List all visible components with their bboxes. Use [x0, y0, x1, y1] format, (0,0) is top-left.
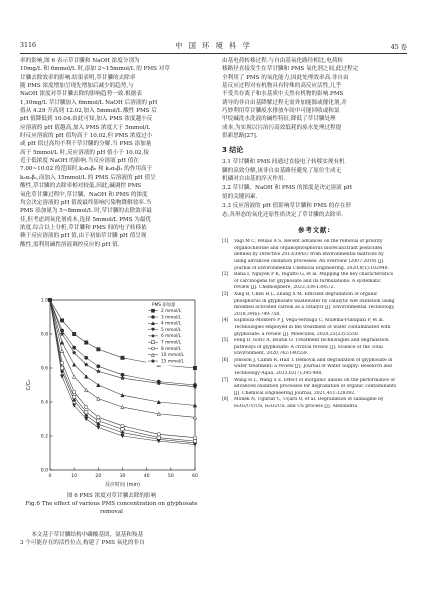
text-line: 移路径直接发生在草甘膦和 PMS 氧化剂之间,此过程完	[222, 66, 359, 73]
page-header	[20, 40, 407, 54]
references-heading: 参考文献:	[298, 226, 331, 234]
data-point	[72, 363, 75, 366]
data-point	[72, 390, 75, 393]
reference-number: [2]	[222, 272, 229, 278]
text-line: 近于低浓度 NaOH 的影响.当反应溶液 pH 值在	[20, 158, 139, 165]
reference-text: H₂O₂/UV/US, H₂O₂/US, and US process [J]. Alexandria	[234, 404, 358, 410]
data-point	[85, 341, 88, 344]
reference-text: Xing B, Chen H L, Zhang X M. Efficient degradation of organic	[234, 291, 378, 297]
figure-6	[20, 292, 203, 522]
data-point	[151, 315, 154, 318]
reference-text: Journal of Environmental Chemical Engineering, 2020,8(1):102940.	[234, 265, 389, 271]
reference-text: Vagi M C, Petsas A S. Recent advances on the removal of priority	[234, 239, 383, 245]
text-line: NaOH 浓度对草甘膦去除的影响趋势一致.根据表	[20, 91, 142, 98]
x-axis-label: 反应时间 (min)	[105, 482, 140, 488]
text-line: 值从 4.29 升高到 12.02,加入 5mmol/L 酸性 PMS 后	[20, 108, 157, 115]
data-point	[96, 369, 100, 373]
data-point	[97, 419, 100, 422]
right-body-text	[222, 57, 407, 140]
text-line: 巧妙利用草甘膦废水排放车间中可能回收或和氯	[222, 108, 340, 115]
data-point	[85, 356, 88, 359]
page-number: 3116	[20, 42, 37, 49]
conclusion-line: 态,各形态的氧化还原性质决定了草甘膦的去除率.	[222, 211, 344, 218]
text-line: 供新思路[27].	[222, 133, 258, 140]
legend-entry: 6 mmol/L	[161, 334, 182, 340]
text-line: 氧化草甘膦过程中,草甘膦、NaOH 和 PMS 的浓度	[20, 191, 148, 198]
x-tick-label: 0	[48, 474, 52, 479]
text-line: 浓度.综合以上分析,草甘膦和 PMS 间的电子转移依	[20, 224, 147, 231]
data-point	[193, 436, 196, 439]
conclusion-item	[222, 158, 407, 183]
text-line: 佳,但考虑到氧化剂成本,选择 5mmol/L PMS 为最优	[20, 216, 152, 223]
data-point	[85, 405, 88, 408]
reference-text: modified activated carbon as a catalyst [J]. Environmental Technology,	[234, 305, 395, 311]
reference-text: glyphosate: a review [J]. Molecules, 2020,25(23):5550.	[234, 331, 360, 337]
legend-entry: 15 mmol/L	[161, 359, 184, 365]
text-line: 10mg/L 和 6mmol/L 时,添加 2~15mmol/L 的 PMS 对草	[20, 66, 170, 73]
data-point	[60, 341, 63, 344]
reference-item	[222, 318, 407, 338]
text-line: 应溶液的 pH 值越高,加入 PMS 浓度大于 5mmol/L	[20, 124, 151, 131]
reference-text: Wang H L, Wang S Z. Effect of inorganic anions on the performance of	[234, 377, 395, 383]
conclusion-item	[222, 202, 407, 219]
reference-text: pathways of glyphosate: A critical review [J]. Science of the Total	[234, 344, 383, 350]
reference-text: Environment, 2020,742:140559.	[234, 351, 309, 357]
text-line: 全利用了 PMS 的氧化能力,因此处理效率高.非自由	[222, 74, 349, 81]
reference-number: [1]	[222, 239, 229, 245]
data-point	[121, 376, 125, 380]
legend-entry: 10 mmol/L	[161, 353, 184, 359]
journal-title: 中 国 环 境 科 学	[175, 41, 252, 50]
left-bottom-text	[20, 531, 203, 548]
reference-number: [6]	[222, 357, 229, 363]
reference-text: Technologies employed in the treatment of water contaminated with	[234, 324, 391, 330]
conclusion-line: 3.1 草甘膦和 PMS 间通过直接电子转移实现有机	[222, 159, 345, 166]
reference-text: 2018,39(6):749-758.	[234, 311, 281, 317]
volume-label: 45 卷	[390, 44, 407, 51]
data-point	[60, 319, 63, 322]
text-line: 酸性,草甘膦的去除率相对较低.因此,碱调控 PMS	[20, 183, 142, 190]
legend-entry: 4 mmol/L	[161, 321, 182, 327]
text-line: 7.00~10.02 的范围时,k₃α₀β₀ 和 k₃α₀β₁ 的作用高于	[20, 166, 153, 173]
reference-number: [4]	[222, 318, 229, 324]
right-column	[222, 57, 407, 411]
data-point	[193, 366, 196, 369]
data-point	[97, 348, 100, 351]
y-tick-label: 0.2	[40, 434, 48, 440]
text-line: 不受共存离子和水基质中天然有机物的影响.PMS	[222, 91, 344, 98]
y-tick-label: 0.0	[40, 468, 48, 474]
conclusion-line: 3.3 反应溶液的 pH 值影响草甘膦和 PMS 的存在形	[222, 203, 352, 210]
legend-entry: 7 mmol/L	[161, 340, 182, 346]
reference-text: Technology-Aqua, 2013,62(7):395-408.	[234, 371, 323, 377]
reference-text: organochlorine and organophosphorus biorecalcitrant pesticides	[234, 245, 383, 251]
reference-number: [3]	[222, 291, 229, 297]
reference-text: of carcinogens for glyphosate and its formulations: A systematic	[234, 278, 381, 284]
conclusion-list	[222, 158, 407, 218]
legend-title: PMS 添加量	[152, 303, 176, 308]
reference-item	[222, 397, 407, 410]
y-tick-label: 0.6	[40, 366, 48, 372]
data-point	[157, 433, 160, 436]
conclusion-item	[222, 184, 407, 201]
reference-text: Monek N, Uğurlar C, Uçarlı O, et al. Degradation of salinagine by	[234, 397, 384, 403]
text-line: 甘膦去除效率的影响.结果表明,草甘膦的去除率	[20, 74, 136, 81]
legend-entry: 5 mmol/L	[161, 327, 182, 333]
reference-text: defined by Directive 2013/39/EU from environmental matrices by	[234, 252, 384, 258]
data-point	[151, 309, 154, 312]
data-point	[60, 375, 63, 378]
text-line: 由基电荷转移过程.与自由基氧化路径相比,电荷转	[222, 58, 344, 64]
reference-list	[222, 239, 407, 410]
x-tick-label: 30	[119, 474, 126, 479]
data-point	[121, 356, 124, 359]
data-point	[97, 422, 100, 425]
data-point	[60, 361, 63, 364]
reference-text: advanced oxidation processes for degradation of organic contaminants	[234, 384, 397, 390]
text-line: 基反应过程对有机物具有特殊的高反应活性,几乎	[222, 83, 342, 90]
text-line: 成本,为实现以污治污高效低耗的废水处理过程提	[222, 124, 342, 131]
pms-concentration-chart	[20, 292, 203, 490]
data-point	[121, 428, 124, 431]
figure-caption-en-1: Fig.6 The effect of various PMS concentration on glyphosate	[25, 501, 198, 508]
text-line: 高于 5mmol/L 时,反应溶液的 pH 值小于 10.02,接	[20, 149, 149, 156]
text-line: 3 个可能存在的活性位点,构建了 PMS 氧化的非自	[20, 540, 145, 547]
reference-text: review [J]. Chemosphere, 2023,339:139572.	[234, 285, 335, 291]
reference-item	[222, 358, 407, 378]
data-point	[151, 341, 154, 344]
text-line: 率的影响,图 6 表示草甘膦和 NaOH 浓度分别为	[20, 58, 140, 64]
text-line: 均会决定溶液的 pH 值故最终影响污染物降解效率.当	[20, 199, 152, 206]
conclusion-line: 机磷对自由基的淬灭作用.	[222, 176, 286, 183]
text-line: 赖于反应溶液的 pH 值,由于初始草甘膦 pH 值呈现	[20, 233, 147, 240]
reference-item	[222, 338, 407, 358]
data-point	[72, 332, 75, 335]
data-point	[121, 431, 124, 434]
reference-number: [7]	[222, 377, 229, 383]
data-point	[60, 349, 63, 352]
y-tick-label: 1.0	[40, 298, 48, 304]
data-point	[72, 346, 75, 349]
data-point	[97, 397, 100, 400]
reference-item	[222, 272, 407, 292]
left-column	[20, 57, 203, 249]
data-point	[97, 426, 100, 429]
text-line: 甲烷碱洗水洗液的碱性特征,降低了草甘膦处理	[222, 116, 336, 123]
data-point	[85, 411, 88, 414]
reference-text: Feng D, Soric A, Boutin O. Treatment technologies and degradation	[234, 338, 389, 344]
x-tick-label: 50	[167, 474, 174, 479]
text-line: 1,10mg/L 草甘膦加入 6mmol/L NaOH 后溶液的 pH	[20, 99, 158, 106]
reference-number: [5]	[222, 338, 229, 344]
reference-text: [J]. Chemical Engineering Journal, 2021,411:128392.	[234, 390, 356, 396]
reference-text: Jönsson J, Camm R, Hall T. Removal and degradation of glyphosate in	[234, 357, 393, 363]
data-point	[72, 395, 75, 398]
conclusion-line: 膦的高效分解,该非自由基路径避免了原位生成无	[222, 167, 342, 174]
data-point	[97, 365, 100, 368]
left-body-text	[20, 57, 203, 249]
figure-caption-en-2: removal	[100, 509, 123, 516]
data-point	[85, 417, 88, 420]
text-line: 随 PMS 浓度增加呈现先增加后减少的趋势,与	[20, 83, 134, 90]
data-point	[193, 439, 196, 442]
x-tick-label: 60	[192, 474, 198, 479]
text-line: k₃α₀β₁,而加入 15mmol/L 的 PMS 后溶液的 pH 值呈	[20, 174, 156, 181]
reference-item	[222, 239, 407, 272]
y-axis-label: C/C₀	[26, 379, 32, 391]
x-tick-label: 10	[71, 474, 78, 479]
text-line: pH 值降低到 10.04.由此可知,加入 PMS 浓度越小反	[20, 116, 153, 123]
reference-item	[222, 292, 407, 318]
text-line: 或 pH 值过高均不利于草甘膦的分解.当 PMS 添加量	[20, 141, 152, 148]
data-point	[97, 383, 100, 386]
reference-number: [8]	[222, 397, 229, 403]
data-point	[157, 436, 160, 439]
text-line: PMS 添加量为 5~8mmol/L 时,草甘膦的去除效率最	[20, 208, 152, 215]
y-tick-label: 0.8	[40, 332, 48, 338]
text-line: 时反应溶液的 pH 值均高于 10.02,但 PMS 浓度过小	[20, 133, 153, 140]
y-tick-label: 0.4	[40, 400, 48, 406]
conclusion-line: 3.2 草甘膦、NaOH 和 PMS 的浓度是决定溶液 pH	[222, 185, 352, 192]
conclusion-heading: 3 结论	[222, 146, 244, 155]
data-point	[97, 416, 100, 419]
data-point	[151, 347, 154, 350]
conclusion-line: 值的关键因素.	[222, 193, 258, 200]
reference-text: Rana I, Nguyen P K, Rigutto G, et al. Mapping the key characteristics	[234, 272, 394, 278]
legend-entry: 3 mmol/L	[161, 315, 182, 321]
text-line: 酸性,需利用碱性溶液调控反应的 pH 值.	[20, 241, 120, 248]
reference-text: using advanced oxidation processes: An overview (2007-2018) [J].	[234, 258, 385, 264]
text-line: 本文基于草甘膦结构中磷酸基团、氨基和羧基	[20, 532, 144, 538]
x-tick-label: 40	[143, 474, 150, 479]
reference-item	[222, 378, 407, 398]
text-line: 诱导的非自由基降解过程无需外加能源或催化剂,并	[222, 99, 347, 106]
data-point	[72, 375, 75, 378]
legend-entry: 2 mmol/L	[161, 309, 182, 314]
reference-text: Espinoza-Montero P J, Vega-Verduga C, Alulema-Pullupaxi P, et al.	[234, 318, 385, 324]
data-point	[60, 366, 63, 369]
reference-text: water treatment: a review [J]. Journal of Water Supply: Research and	[234, 364, 392, 370]
reference-text: phosphorus in glyphosate wastewater by catalytic wet oxidation using	[234, 298, 395, 304]
data-point	[121, 424, 124, 427]
legend-entry: 8 mmol/L	[161, 346, 182, 352]
x-tick-label: 20	[95, 474, 102, 479]
figure-caption-zh: 图 6 PMS 浓度对草甘膦去除的影响	[66, 493, 157, 499]
